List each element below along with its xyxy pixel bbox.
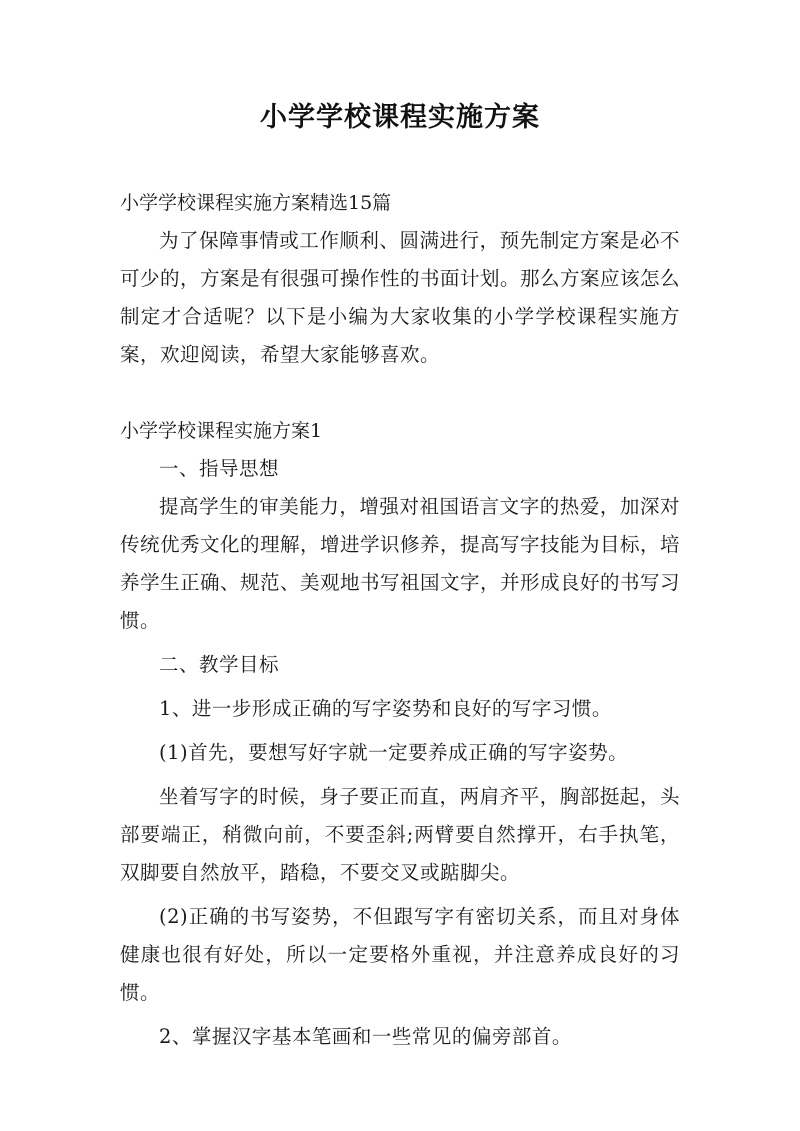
goal-item-2: 2、掌握汉字基本笔画和一些常见的偏旁部首。 <box>159 1025 572 1048</box>
posture-paragraph: 坐着写字的时候，身子要正而直，两肩齐平，胸部挺起，头部要端正，稍微向前，不要歪斜;两臂要自然撑开，右手执笔，双脚要自然放平，踏稳，不要交叉或踮脚尖。 <box>120 785 680 884</box>
section-title: 小学学校课程实施方案1 <box>120 420 323 442</box>
goal-item-1: 1、进一步形成正确的写字姿势和良好的写字习惯。 <box>159 697 612 720</box>
goal-item-1-1: (1)首先，要想写好字就一定要养成正确的写字姿势。 <box>159 741 629 764</box>
document-title: 小学学校课程实施方案 <box>260 102 540 133</box>
heading-guiding-principle: 一、指导思想 <box>159 457 280 480</box>
heading-teaching-goals: 二、教学目标 <box>159 653 280 676</box>
document-subtitle: 小学学校课程实施方案精选15篇 <box>120 192 392 214</box>
goal-item-1-2: (2)正确的书写姿势，不但跟写字有密切关系，而且对身体健康也很有好处，所以一定要格外重视，并注意养成良好的习惯。 <box>120 905 680 1004</box>
document-page <box>120 0 680 1056</box>
guiding-principle-paragraph: 提高学生的审美能力，增强对祖国语言文字的热爱，加深对传统优秀文化的理解，增进学识修养，提高写字技能为目标，培养学生正确、规范、美观地书写祖国文字，并形成良好的书写习惯。 <box>120 495 681 632</box>
intro-paragraph: 为了保障事情或工作顺利、圆满进行，预先制定方案是必不可少的，方案是有很强可操作性的书面计划。那么方案应该怎么制定才合适呢？以下是小编为大家收集的小学学校课程实施方案，欢迎阅读，希望大家能够喜欢。 <box>120 229 681 366</box>
spacer <box>120 374 680 412</box>
